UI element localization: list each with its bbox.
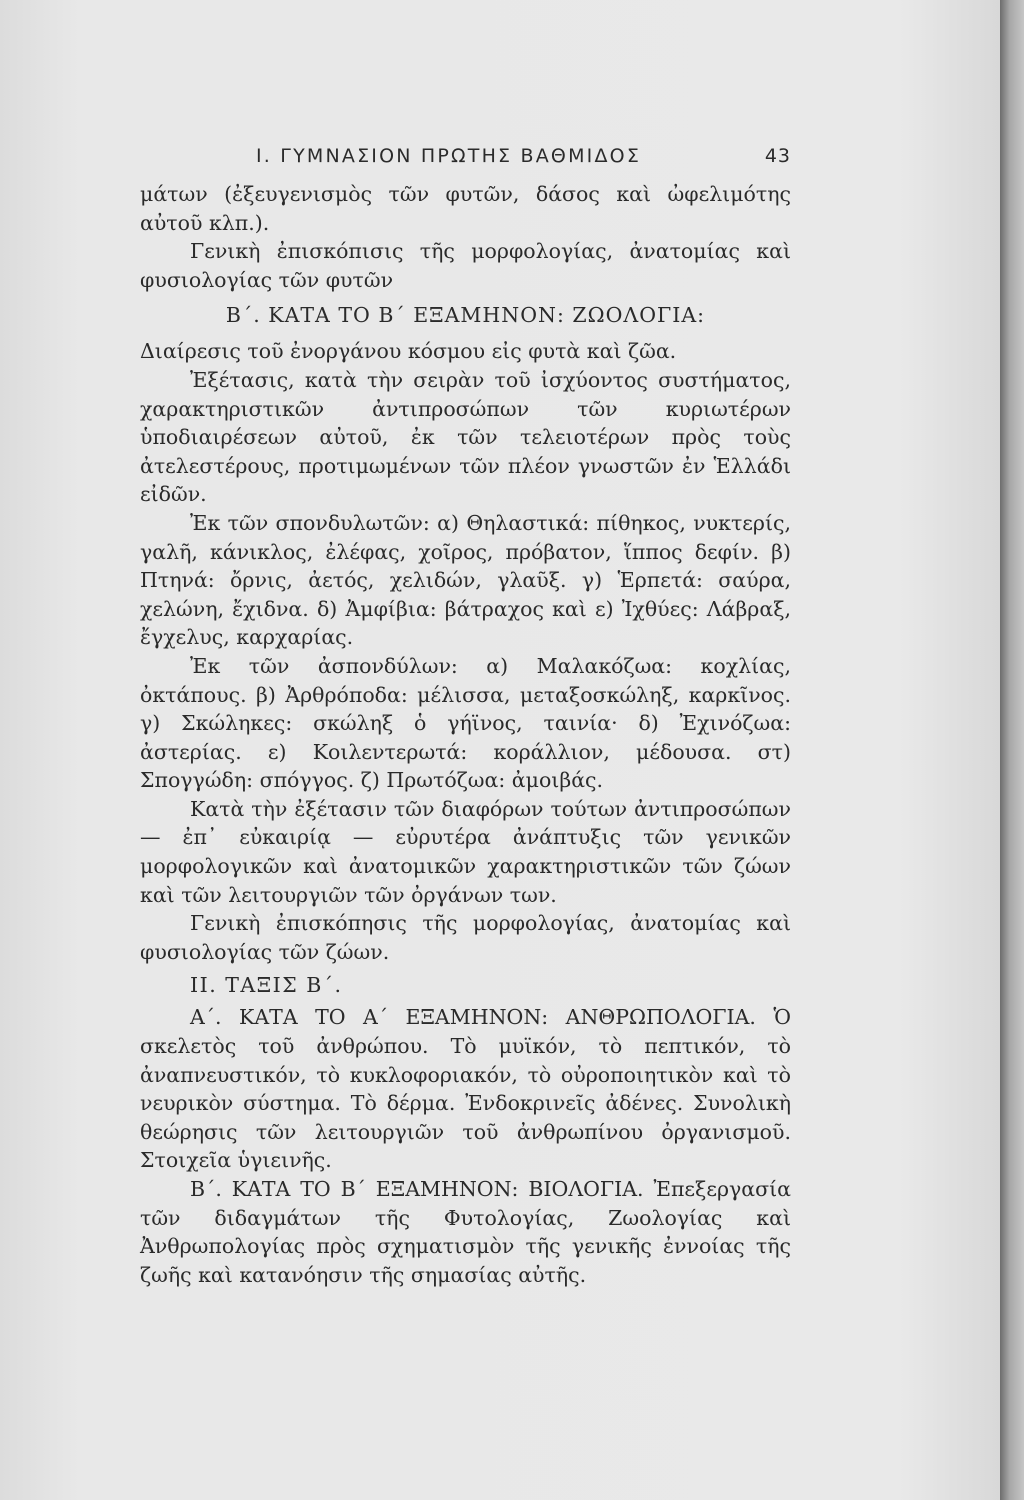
running-header [256,145,791,175]
paragraph-6: Ἐκ τῶν ἀσπονδύλων: α) Μαλακόζωα: κοχλίας, ὀκτάπους. β) Ἀρθρόποδα: μέλισσα, μεταξοσκώληξ, καρκῖνος. γ) Σκώληκες: σκώληξ ὁ γήϊνος, ταινία· δ) Ἐχινόζωα: ἀστερίας. ε) Κοιλεντερωτά: κοράλλιον, μέδουσα. στ) Σπογγώδη: σπόγγος. ζ) Πρωτόζωα: ἀμοιβάς. [140,653,791,793]
page-number: 43 [764,145,791,167]
paragraph-4: Ἐξέτασις, κατὰ τὴν σειρὰν τοῦ ἰσχύοντος συστήματος, χαρακτηριστικῶν ἀντιπροσώπων τῶν κυριωτέρων ὑποδιαιρέσεων αὐτοῦ, ἐκ τῶν τελειοτέρων πρὸς τοὺς ἀτελεστέρους, προτιμωμένων τῶν πλέον γνωστῶν ἐν Ἑλλάδι εἰδῶν. [140,367,791,507]
paragraph-2: Γενικὴ ἐπισκόπισις τῆς μορφολογίας, ἀνατομίας καὶ φυσιολογίας τῶν φυτῶν [140,239,791,292]
paragraph-3: Διαίρεσις τοῦ ἐνοργάνου κόσμου εἰς φυτὰ καὶ ζῶα. [140,339,677,364]
header-title: I. ΓΥΜΝΑΣΙΟΝ ΠΡΩΤΗΣ ΒΑΘΜΙΔΟΣ [256,145,642,167]
section-heading-zoology: Β΄. ΚΑΤΑ ΤΟ Β΄ ΕΞΑΜΗΝΟΝ: ΖΩΟΛΟΓΙΑ: [225,303,706,328]
paragraph-10: Β΄. ΚΑΤΑ ΤΟ Β΄ ΕΞΑΜΗΝΟΝ: ΒΙΟΛΟΓΙΑ. Ἐπεξεργασία τῶν διδαγμάτων τῆς Φυτολογίας, Ζωολογίας καὶ Ἀνθρωπολογίας πρὸς σχηματισμὸν τῆς γενικῆς ἐννοίας τῆς ζωῆς καὶ κατανόησιν τῆς σημασίας αὐτῆς. [140,1177,791,1287]
page-edge-shadow [1000,0,1024,1500]
section-heading-class-b: II. ΤΑΞΙΣ Β΄. [190,973,343,998]
paragraph-5: Ἐκ τῶν σπονδυλωτῶν: α) Θηλαστικά: πίθηκος, νυκτερίς, γαλῆ, κάνικλος, ἐλέφας, χοῖρος, πρόβατον, ἵππος δεφίν. β) Πτηνά: ὄρνις, ἀετός, χελιδών, γλαῦξ. γ) Ἑρπετά: σαύρα, χελώνη, ἔχιδνα. δ) Ἀμφίβια: βάτραχος καὶ ε) Ἰχθύες: Λάβραξ, ἔγχελυς, καρχαρίας. [140,510,791,650]
paragraph-1: μάτων (ἐξευγενισμὸς τῶν φυτῶν, δάσος καὶ ὠφελιμότης αὐτοῦ κλπ.). [140,182,791,235]
body-text [140,180,791,1289]
paragraph-7: Κατὰ τὴν ἐξέτασιν τῶν διαφόρων τούτων ἀντιπροσώπων — ἐπ᾿ εὐκαιρίᾳ — εὐρυτέρα ἀνάπτυξις τῶν γενικῶν μορφολογικῶν καὶ ἀνατομικῶν χαρακτηριστικῶν τῶν ζώων καὶ τῶν λειτουργιῶν τῶν ὀργάνων των. [140,796,791,907]
paragraph-9: Α΄. ΚΑΤΑ ΤΟ Α΄ ΕΞΑΜΗΝΟΝ: ΑΝΘΡΩΠΟΛΟΓΙΑ. Ὁ σκελετὸς τοῦ ἀνθρώπου. Τὸ μυϊκόν, τὸ πεπτικόν, τὸ ἀναπνευστικόν, τὸ κυκλοφοριακόν, τὸ οὐροποιητικὸν καὶ τὸ νευρικὸν σύστημα. Τὸ δέρμα. Ἐνδοκρινεῖς ἀδένες. Συνολικὴ θεώρησις τῶν λειτουργιῶν τοῦ ἀνθρωπίνου ὀργανισμοῦ. Στοιχεῖα ὑγιεινῆς. [140,1005,791,1173]
paragraph-8: Γενικὴ ἐπισκόπησις τῆς μορφολογίας, ἀνατομίας καὶ φυσιολογίας τῶν ζώων. [140,911,791,964]
